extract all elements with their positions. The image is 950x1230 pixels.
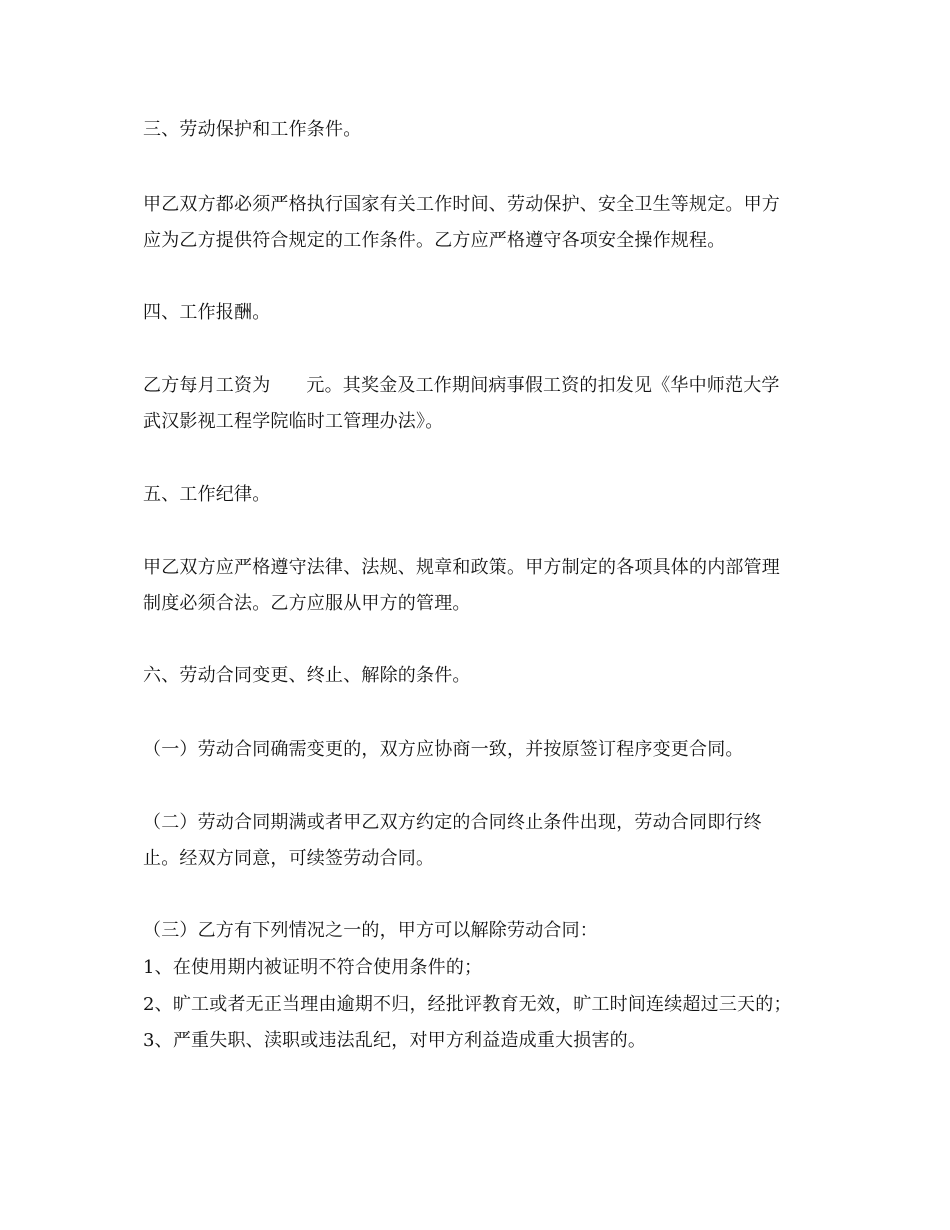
section4-body-line2: 武汉影视工程学院临时工管理办法》。 — [143, 411, 444, 432]
clause-3: （三）乙方有下列情况之一的，甲方可以解除劳动合同： — [143, 920, 598, 941]
section3-body-line2: 应为乙方提供符合规定的工作条件。乙方应严格遵守各项安全操作规程。 — [143, 230, 726, 251]
list-item-2: 2、旷工或者无正当理由逾期不归，经批评教育无效，旷工时间连续超过三天的； — [143, 994, 792, 1015]
section5-heading: 五、工作纪律。 — [143, 484, 271, 505]
clause-1: （一）劳动合同确需变更的，双方应协商一致，并按原签订程序变更合同。 — [143, 739, 744, 760]
section6-heading: 六、劳动合同变更、终止、解除的条件。 — [143, 665, 471, 686]
section4-body-line1 — [143, 374, 780, 398]
section3-body-line1: 甲乙双方都必须严格执行国家有关工作时间、劳动保护、安全卫生等规定。甲方 — [143, 194, 780, 215]
section3-heading: 三、劳动保护和工作条件。 — [143, 119, 362, 140]
clause-2-line1: （二）劳动合同期满或者甲乙双方约定的合同终止条件出现，劳动合同即行终 — [143, 812, 762, 833]
salary-prefix: 乙方每月工资为 — [143, 375, 271, 396]
section5-body-line2: 制度必须合法。乙方应服从甲方的管理。 — [143, 593, 471, 614]
section5-body-line1: 甲乙双方应严格遵守法律、法规、规章和政策。甲方制定的各项具体的内部管理 — [143, 557, 780, 578]
list-item-3: 3、严重失职、渎职或违法乱纪，对甲方利益造成重大损害的。 — [143, 1030, 647, 1051]
salary-suffix: 元。其奖金及工作期间病事假工资的扣发见《华中师范大学 — [306, 375, 780, 396]
clause-2-line2: 止。经双方同意，可续签劳动合同。 — [143, 848, 435, 869]
list-item-1: 1、在使用期内被证明不符合使用条件的； — [143, 957, 483, 978]
section4-heading: 四、工作报酬。 — [143, 302, 271, 323]
